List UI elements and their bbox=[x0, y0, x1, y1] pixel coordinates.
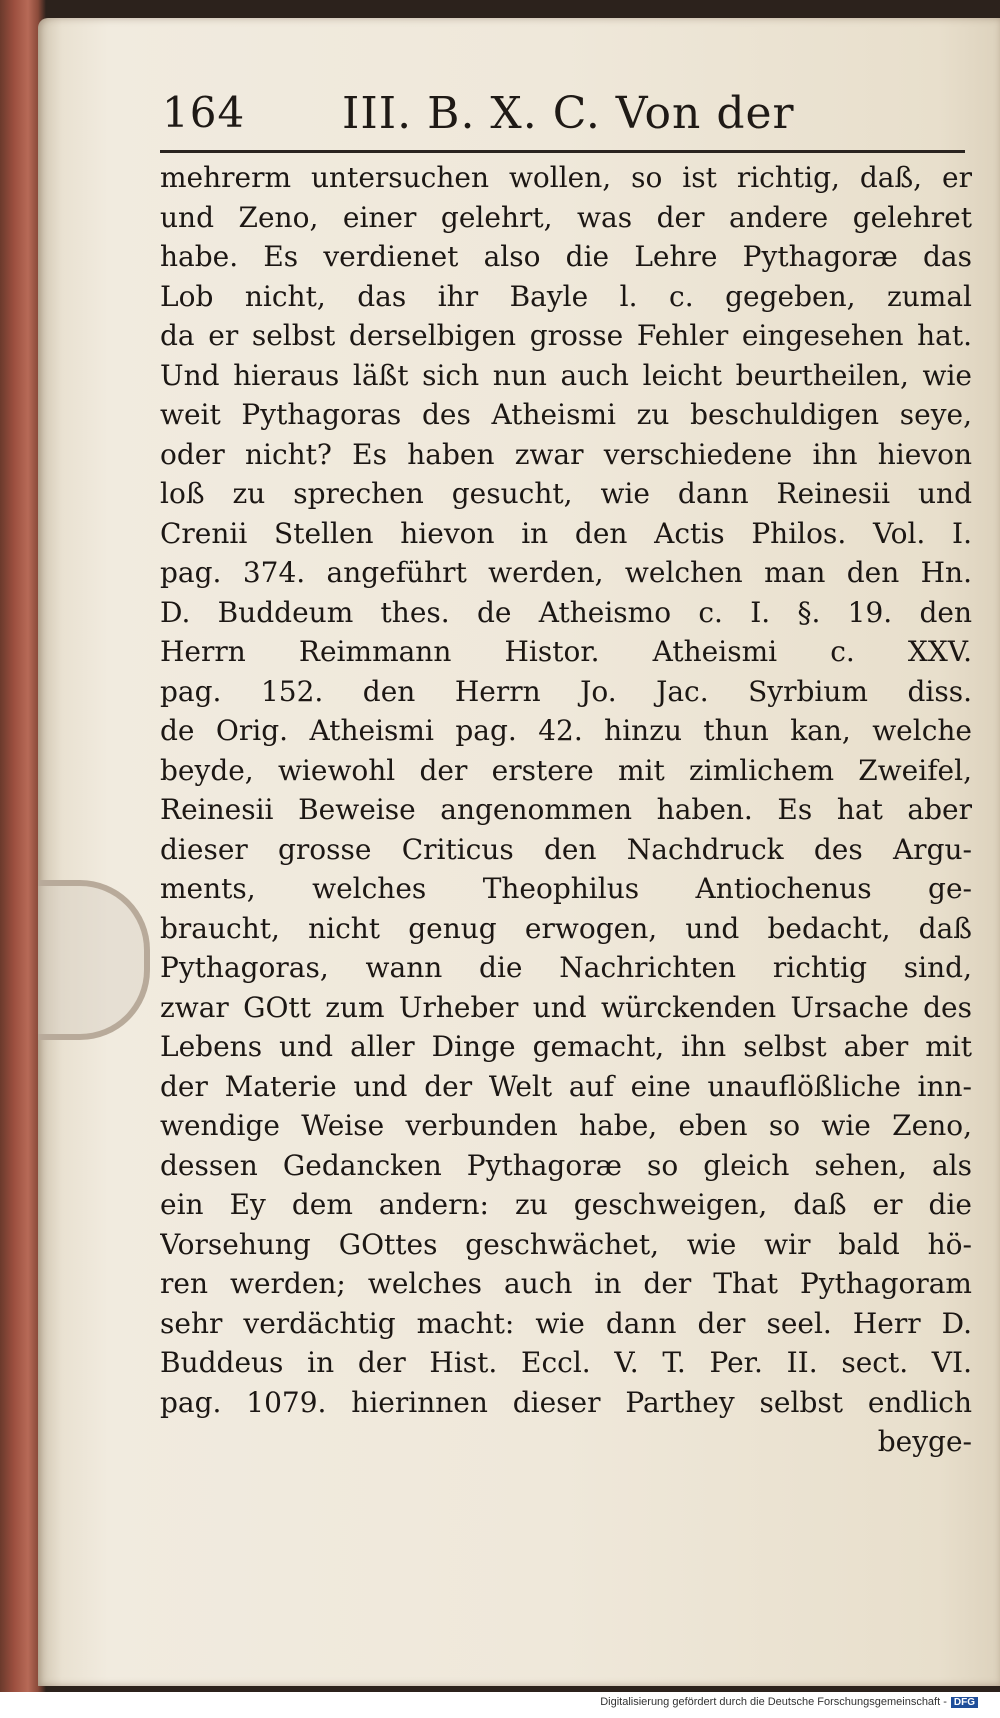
page-header bbox=[162, 88, 972, 144]
running-head: III. B. X. C. Von der bbox=[342, 88, 795, 139]
text-line: ren werden; welches auch in der That Pythagoram bbox=[160, 1267, 972, 1300]
text-line: oder nicht? Es haben zwar verschiedene ihn hievon bbox=[160, 437, 972, 471]
header-rule bbox=[160, 150, 965, 153]
text-line: pag. 152. den Herrn Jo. Jac. Syrbium diss. bbox=[160, 674, 972, 708]
text-line: Lob nicht, das ihr Bayle l. c. gegeben, zumal bbox=[160, 279, 972, 313]
text-line: Crenii Stellen hievon in den Actis Philos. Vol. I. bbox=[160, 516, 972, 550]
text-line: habe. Es verdienet also die Lehre Pythagoræ das bbox=[160, 240, 972, 273]
text-line: ein Ey dem andern: zu geschweigen, daß er die bbox=[160, 1188, 972, 1221]
text-line: Und hieraus läßt sich nun auch leicht beurtheilen, wie bbox=[160, 358, 972, 392]
footer-credit-text: Digitalisierung gefördert durch die Deutsche Forschungsgemeinschaft - bbox=[600, 1696, 947, 1708]
footer-credit bbox=[600, 1696, 978, 1708]
text-line: mehrerm untersuchen wollen, so ist richtig, daß, er bbox=[160, 161, 972, 194]
dfg-logo: DFG bbox=[951, 1697, 978, 1708]
text-line: pag. 1079. hierinnen dieser Parthey selbst endlich bbox=[160, 1385, 972, 1419]
text-line: sehr verdächtig macht: wie dann der seel. Herr D. bbox=[160, 1306, 972, 1340]
text-line: Buddeus in der Hist. Eccl. V. T. Per. II. sect. VI. bbox=[160, 1346, 972, 1379]
text-line: braucht, nicht genug erwogen, und bedacht, daß bbox=[160, 911, 972, 945]
text-line: Reinesii Beweise angenommen haben. Es hat aber bbox=[160, 793, 972, 826]
text-line: loß zu sprechen gesucht, wie dann Reinesii und bbox=[160, 477, 972, 510]
text-line: Pythagoras, wann die Nachrichten richtig sind, bbox=[160, 951, 972, 984]
text-line: dieser grosse Criticus den Nachdruck des Argu- bbox=[160, 832, 972, 866]
text-line: de Orig. Atheismi pag. 42. hinzu thun kan, welche bbox=[160, 714, 972, 747]
text-line: da er selbst derselbigen grosse Fehler eingesehen hat. bbox=[160, 319, 972, 352]
text-line: wendige Weise verbunden habe, eben so wie Zeno, bbox=[160, 1109, 972, 1142]
text-line: Lebens und aller Dinge gemacht, ihn selbst aber mit bbox=[160, 1030, 972, 1063]
text-line: beyde, wiewohl der erstere mit zimlichem Zweifel, bbox=[160, 753, 972, 787]
text-line: Herrn Reimmann Histor. Atheismi c. XXV. bbox=[160, 635, 972, 668]
text-line: ments, welches Theophilus Antiochenus ge- bbox=[160, 872, 972, 905]
digitization-footer bbox=[0, 1692, 1000, 1718]
text-line: der Materie und der Welt auf eine unauflößliche inn- bbox=[160, 1069, 972, 1103]
text-line: und Zeno, einer gelehrt, was der andere gelehret bbox=[160, 200, 972, 234]
text-line: Vorsehung GOttes geschwächet, wie wir bald hö- bbox=[160, 1227, 972, 1261]
text-line: D. Buddeum thes. de Atheismo c. I. §. 19. den bbox=[160, 595, 972, 629]
body-text bbox=[160, 158, 972, 1462]
text-line: zwar GOtt zum Urheber und würckenden Ursache des bbox=[160, 990, 972, 1024]
text-line: weit Pythagoras des Atheismi zu beschuldigen seye, bbox=[160, 398, 972, 431]
text-line: dessen Gedancken Pythagoræ so gleich sehen, als bbox=[160, 1148, 972, 1182]
page-number: 164 bbox=[162, 88, 246, 137]
page-clip bbox=[38, 880, 150, 1040]
text-line: pag. 374. angeführt werden, welchen man den Hn. bbox=[160, 556, 972, 589]
text-line: beyge- bbox=[877, 1425, 972, 1458]
